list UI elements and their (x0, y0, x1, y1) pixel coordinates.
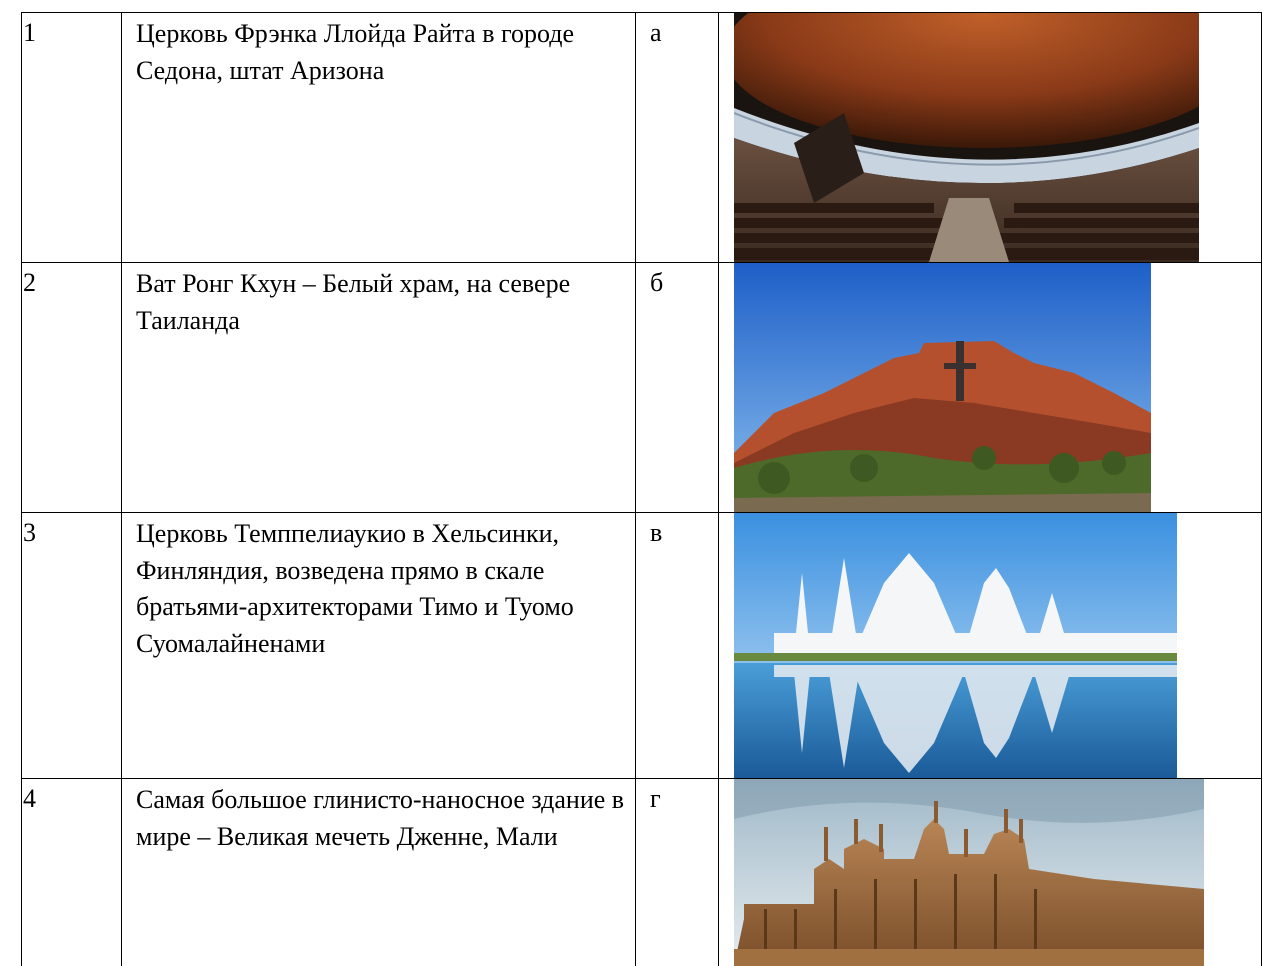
temppeliaukio-church-interior-photo (734, 13, 1199, 262)
row-letter: б (650, 268, 664, 297)
row-letter: в (650, 518, 663, 547)
row-description: Ват Ронг Кхун – Белый храм, на севере Таиланда (136, 269, 571, 335)
row-letter: а (650, 18, 662, 47)
wat-rong-khun-white-temple-photo (734, 513, 1177, 778)
row-number: 3 (23, 518, 36, 547)
row-description: Церковь Темппелиаукио в Хельсинки, Финляндия, возведена прямо в скале братьями-архитекторами Тимо и Туомо Суомалайненами (136, 519, 574, 658)
chapel-of-the-holy-cross-sedona-photo (734, 263, 1151, 512)
table-border-col1 (121, 12, 122, 966)
great-mosque-of-djenne-photo (734, 779, 1204, 966)
table-border-col2 (635, 12, 636, 966)
table-border-col3 (718, 12, 719, 966)
table-border-left (21, 12, 22, 966)
row-number: 2 (23, 268, 36, 297)
row-description: Самая большое глинисто-наносное здание в мире – Великая мечеть Дженне, Мали (136, 785, 625, 851)
row-number: 4 (23, 784, 36, 813)
row-description: Церковь Фрэнка Ллойда Райта в городе Седона, штат Аризона (136, 19, 575, 85)
row-letter: г (650, 784, 661, 813)
row-number: 1 (23, 18, 36, 47)
